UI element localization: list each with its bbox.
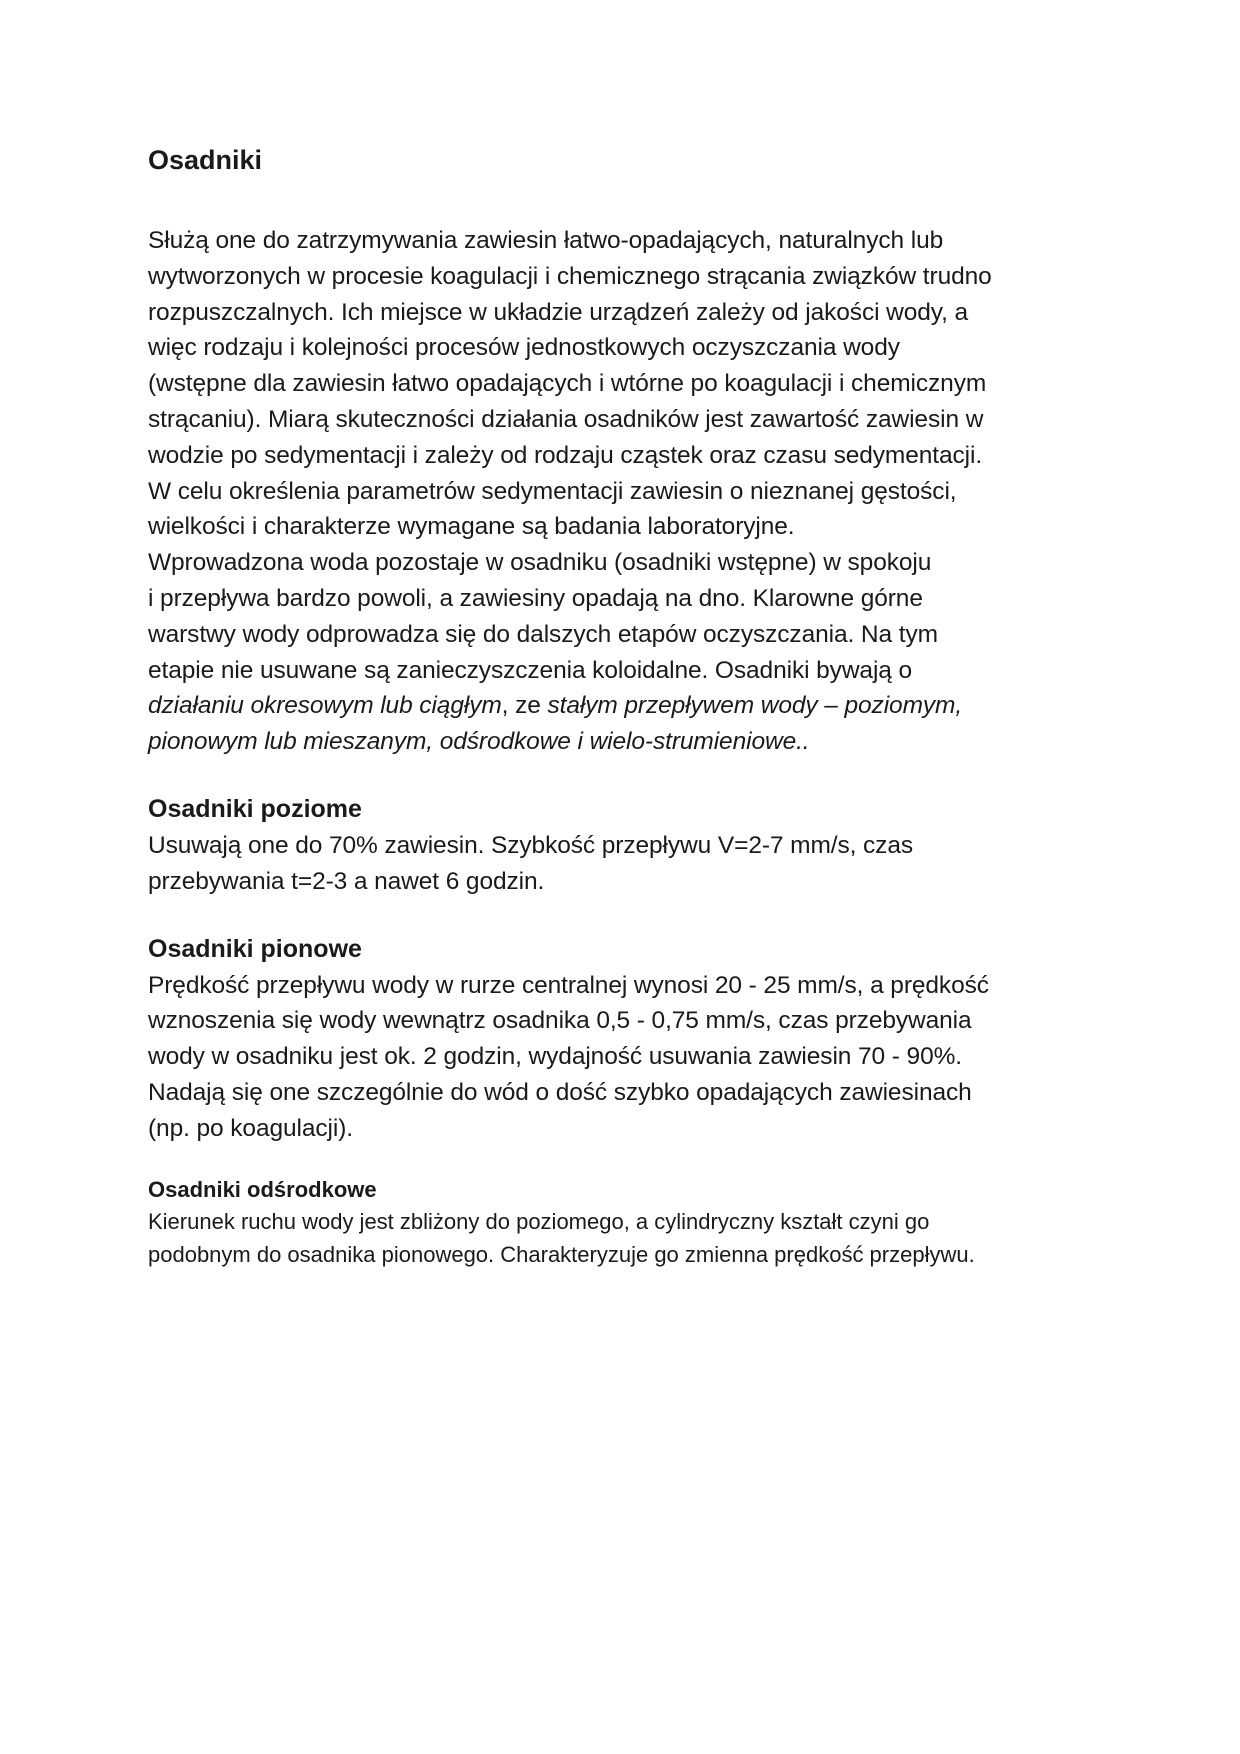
section-paragraph: [148, 1205, 1108, 1271]
section-line: wody w osadniku jest ok. 2 godzin, wydajność usuwania zawiesin 70 - 90%.: [148, 1043, 962, 1071]
document-title: Osadniki: [148, 145, 263, 175]
intro-line: etapie nie usuwane są zanieczyszczenia koloidalne. Osadniki bywają o: [148, 656, 913, 684]
intro-line-italic: [148, 688, 1108, 724]
intro-line: (wstępne dla zawiesin łatwo opadających i wtórne po koagulacji i chemicznym: [148, 370, 987, 398]
plain-text: , ze: [501, 692, 548, 720]
section-line: przebywania t=2-3 a nawet 6 godzin.: [148, 867, 545, 895]
section-line: podobnym do osadnika pionowego. Charakteryzuje go zmienna prędkość przepływu.: [148, 1241, 975, 1267]
intro-line: wodzie po sedymentacji i zależy od rodzaju cząstek oraz czasu sedymentacji.: [148, 441, 983, 469]
intro-paragraph: [148, 223, 1108, 760]
section-line: wznoszenia się wody wewnątrz osadnika 0,5 - 0,75 mm/s, czas przebywania: [148, 1007, 972, 1035]
section-osadniki-pionowe: [148, 930, 1108, 1147]
intro-line: Wprowadzona woda pozostaje w osadniku (osadniki wstępne) w spokoju: [148, 549, 932, 577]
intro-line: więc rodzaju i kolejności procesów jednostkowych oczyszczania wody: [148, 334, 900, 362]
intro-line: wytworzonych w procesie koagulacji i chemicznego strącania związków trudno: [148, 262, 992, 290]
italic-text: działaniu okresowym lub ciągłym: [148, 692, 502, 720]
document-page: [148, 140, 1108, 1271]
intro-line-italic: pionowym lub mieszanym, odśrodkowe i wielo-strumieniowe..: [148, 728, 810, 756]
section-line: Usuwają one do 70% zawiesin. Szybkość przepływu V=2-7 mm/s, czas: [148, 831, 914, 859]
italic-text: stałym przepływem wody – poziomym,: [547, 692, 963, 720]
intro-line: rozpuszczalnych. Ich miejsce w układzie urządzeń zależy od jakości wody, a: [148, 298, 969, 326]
section-line: Kierunek ruchu wody jest zbliżony do poziomego, a cylindryczny kształt czyni go: [148, 1208, 930, 1234]
intro-line: wielkości i charakterze wymagane są badania laboratoryjne.: [148, 513, 795, 541]
intro-line: i przepływa bardzo powoli, a zawiesiny opadają na dno. Klarowne górne: [148, 584, 923, 612]
section-paragraph: [148, 968, 1108, 1147]
section-paragraph: [148, 828, 1108, 900]
section-osadniki-odsrodkowe: [148, 1175, 1108, 1271]
intro-line: warstwy wody odprowadza się do dalszych etapów oczyszczania. Na tym: [148, 620, 938, 648]
intro-line: W celu określenia parametrów sedymentacji zawiesin o nieznanej gęstości,: [148, 477, 957, 505]
section-line: Prędkość przepływu wody w rurze centralnej wynosi 20 - 25 mm/s, a prędkość: [148, 971, 989, 999]
section-osadniki-poziome: [148, 790, 1108, 900]
section-heading: Osadniki pionowe: [148, 934, 362, 963]
section-line: (np. po koagulacji).: [148, 1114, 354, 1142]
section-heading: Osadniki poziome: [148, 794, 362, 823]
intro-line: Służą one do zatrzymywania zawiesin łatwo-opadających, naturalnych lub: [148, 227, 944, 254]
section-heading: Osadniki odśrodkowe: [148, 1176, 377, 1202]
section-line: Nadają się one szczególnie do wód o dość szybko opadających zawiesinach: [148, 1078, 972, 1106]
intro-line: strącaniu). Miarą skuteczności działania osadników jest zawartość zawiesin w: [148, 405, 984, 433]
